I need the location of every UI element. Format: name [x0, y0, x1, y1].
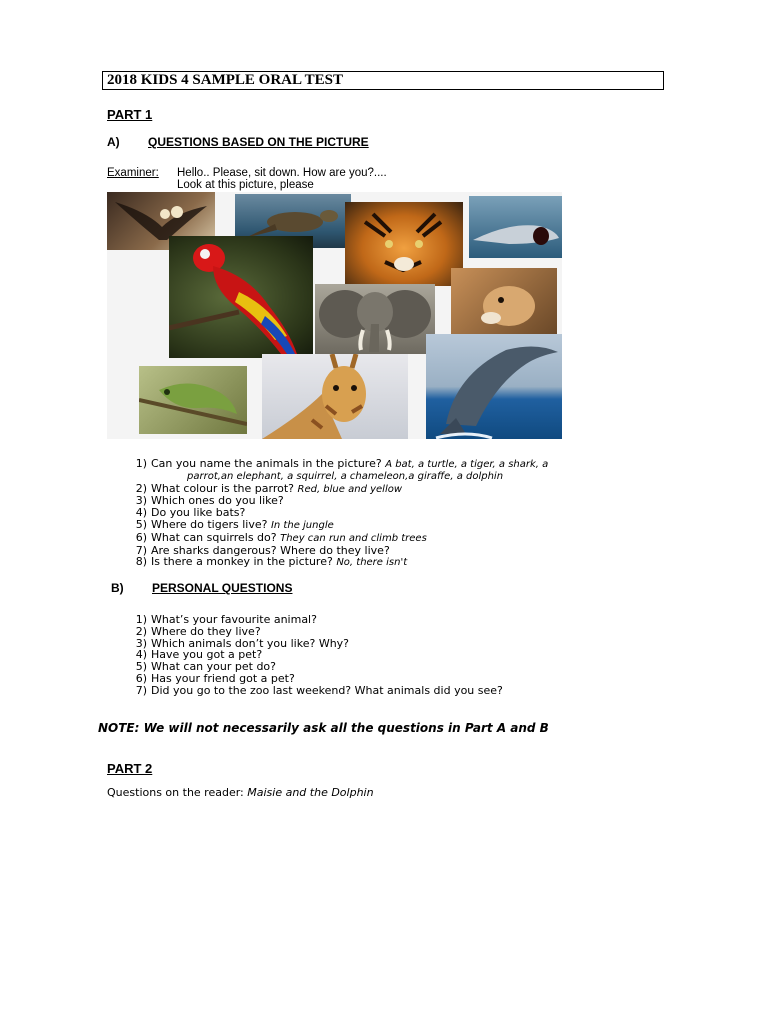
answer-text: Red, blue and yellow: [297, 483, 403, 495]
question-number: 5): [135, 660, 147, 674]
question-number: 1): [135, 457, 147, 470]
question-text: What can squirrels do?: [151, 530, 277, 544]
question-text: Are sharks dangerous? Where do they live?: [151, 543, 390, 557]
reader-line: [107, 786, 374, 799]
examiner-label: Examiner:: [107, 167, 159, 179]
question-number: 4): [135, 506, 147, 520]
question-text: Do you like bats?: [151, 506, 246, 520]
giraffe-photo: [262, 354, 408, 439]
question-number: 6): [135, 671, 147, 685]
section-a-title: QUESTIONS BASED ON THE PICTURE: [148, 135, 369, 149]
giraffe-icon: [262, 354, 408, 439]
note-text: NOTE: We will not necessarily ask all the questions in Part A and B: [98, 721, 549, 735]
reader-title: Maisie and the Dolphin: [247, 786, 374, 799]
squirrel-icon: [451, 268, 557, 334]
question-number: 5): [135, 517, 147, 531]
tiger-icon: [345, 202, 463, 286]
examiner-greeting: Hello.. Please, sit down. How are you?....: [177, 167, 387, 179]
question-number: 3): [135, 494, 147, 508]
question-text: Which ones do you like?: [151, 494, 284, 508]
question-text: Where do tigers live?: [151, 517, 268, 531]
list-item: [107, 685, 627, 697]
answer-text: No, there isn't: [336, 557, 408, 569]
parrot-icon: [169, 236, 313, 358]
personal-questions-list: [107, 614, 627, 697]
reader-label: Questions on the reader:: [107, 786, 244, 799]
question-number: 6): [135, 530, 147, 544]
parrot-photo: [169, 236, 313, 358]
picture-questions-list: [107, 458, 627, 569]
list-item: [107, 458, 627, 483]
question-text: Did you go to the zoo last weekend? What animals did you see?: [151, 683, 503, 697]
answer-text: They can run and climb trees: [280, 532, 427, 544]
answer-continuation: parrot,an elephant, a squirrel, a chameleon,a giraffe, a dolphin: [187, 470, 504, 482]
squirrel-photo: [451, 268, 557, 334]
answer-text: In the jungle: [270, 519, 334, 531]
answer-text: A bat, a turtle, a tiger, a shark, a: [385, 459, 549, 470]
question-number: 2): [135, 624, 147, 638]
question-number: 7): [135, 683, 147, 697]
chameleon-photo: [139, 366, 247, 434]
section-b-letter: B): [111, 581, 124, 595]
document-title: 2018 KIDS 4 SAMPLE ORAL TEST: [102, 71, 664, 90]
question-text: Have you got a pet?: [151, 648, 263, 662]
question-number: 7): [135, 543, 147, 557]
question-text: Which animals don’t you like? Why?: [151, 636, 350, 650]
animal-collage: [107, 192, 562, 439]
question-text: What can your pet do?: [151, 660, 276, 674]
shark-photo: [469, 196, 562, 258]
question-number: 8): [135, 555, 147, 569]
elephant-icon: [315, 284, 435, 354]
question-text: What colour is the parrot?: [151, 481, 294, 495]
tiger-photo: [345, 202, 463, 286]
elephant-photo: [315, 284, 435, 354]
part1-heading: PART 1: [107, 107, 153, 122]
question-text: Where do they live?: [151, 624, 261, 638]
part2-heading: PART 2: [107, 761, 153, 776]
examiner-instruction: Look at this picture, please: [177, 179, 314, 191]
dolphin-icon: [426, 334, 562, 439]
dolphin-photo: [426, 334, 562, 439]
section-b-title: PERSONAL QUESTIONS: [152, 581, 293, 595]
section-a-letter: A): [107, 135, 120, 149]
question-text: Can you name the animals in the picture?: [151, 457, 382, 470]
question-text: Has your friend got a pet?: [151, 671, 295, 685]
question-text: Is there a monkey in the picture?: [151, 555, 333, 569]
shark-icon: [469, 196, 562, 258]
question-text: What’s your favourite animal?: [151, 613, 317, 626]
chameleon-icon: [139, 366, 247, 434]
question-number: 2): [135, 481, 147, 495]
question-number: 3): [135, 636, 147, 650]
question-number: 4): [135, 648, 147, 662]
list-item: [107, 556, 627, 569]
question-number: 1): [135, 613, 147, 626]
